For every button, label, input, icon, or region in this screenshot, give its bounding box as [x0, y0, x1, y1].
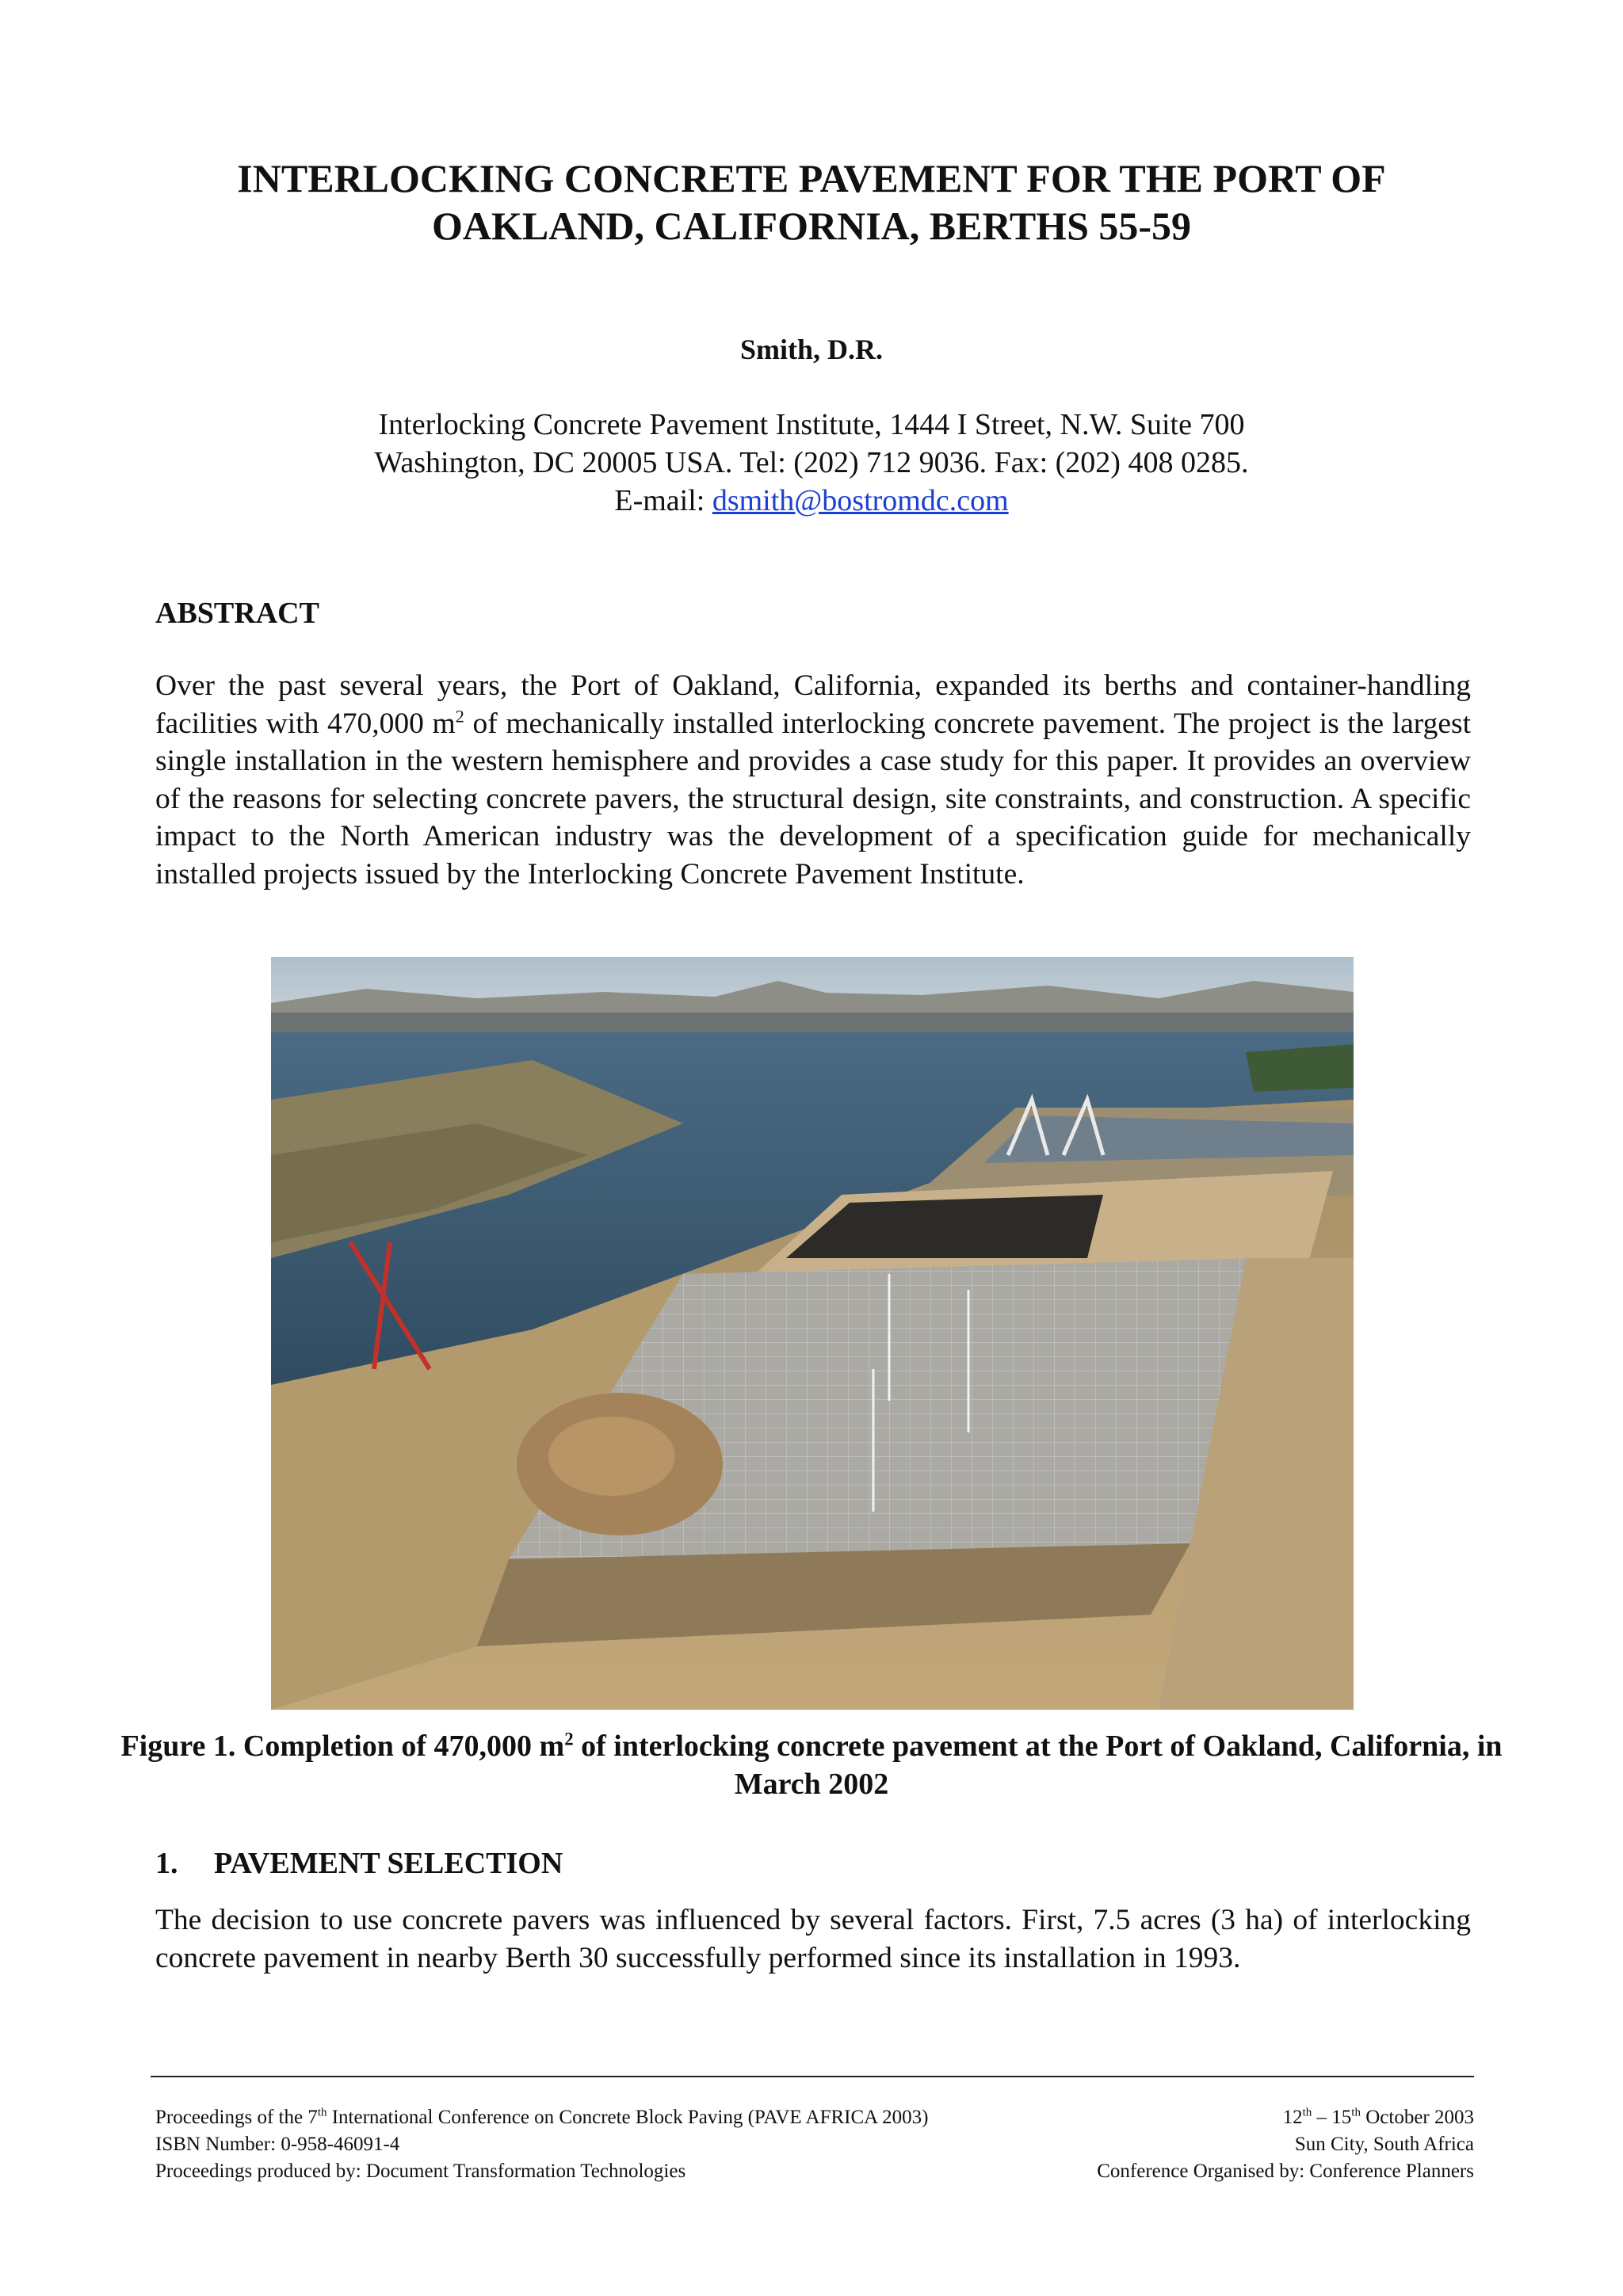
email-link[interactable]: dsmith@bostromdc.com — [712, 484, 1009, 517]
affiliation — [0, 406, 1623, 520]
footer-dates: 12th – 15th October 2003 — [1282, 2106, 1474, 2128]
footer-divider — [151, 2076, 1474, 2077]
affiliation-line-2: Washington, DC 20005 USA. Tel: (202) 712 9036. Fax: (202) 408 0285. — [374, 446, 1249, 479]
abstract-text: Over the past several years, the Port of Oakland, California, expanded its berths and container-handling facilities with 470,000 $m^2$ of mechanically installed interlocking concrete pavement. The project is the largest single installation in the western hemisphere and provides a case study for this paper. It provides an overview of the reasons for selecting concrete pavers, the structural design, site constraints, and construction. A specific impact to the North American industry was the development of a specification guide for mechanically installed projects issued by the Interlocking Concrete Pavement Institute. — [155, 669, 1471, 891]
footer-organiser: Conference Organised by: Conference Planners — [1097, 2161, 1474, 2182]
footer-proceedings: Proceedings of the 7th International Conference on Concrete Block Paving (PAVE AFRICA 2003) — [155, 2106, 929, 2128]
figure-caption: Figure 1. Completion of 470,000 $m^2$ of interlocking concrete pavement at the Port of Oakland, California, in March 2002 — [120, 1729, 1503, 1801]
section-number: 1. — [155, 1847, 178, 1880]
author: Smith, D.R. — [739, 334, 884, 365]
footer-isbn: ISBN Number: 0-958-46091-4 — [155, 2134, 400, 2155]
affiliation-email — [0, 482, 1623, 520]
paper-title — [119, 154, 1504, 250]
footer-location: Sun City, South Africa — [1294, 2134, 1474, 2155]
title-line-2: OAKLAND, CALIFORNIA, BERTHS 55-59 — [431, 204, 1192, 248]
footer-producer: Proceedings produced by: Document Transformation Technologies — [155, 2161, 686, 2182]
title-line-1: INTERLOCKING CONCRETE PAVEMENT FOR THE PORT OF — [237, 156, 1386, 200]
footer-left — [155, 2104, 1027, 2185]
section-title: PAVEMENT SELECTION — [214, 1847, 563, 1880]
section-1-text: The decision to use concrete pavers was influenced by several factors. First, 7.5 acres (3 ha) of interlocking concrete pavement in nearby Berth 30 successfully performed since its installation in 1993. — [155, 1904, 1471, 1974]
email-label: E-mail: — [614, 484, 712, 517]
aerial-port-photo — [271, 957, 1354, 1710]
section-1-heading — [155, 1846, 563, 1881]
abstract-heading: ABSTRACT — [155, 597, 319, 630]
footer-right — [919, 2104, 1474, 2185]
affiliation-line-1: Interlocking Concrete Pavement Institute, 1444 I Street, N.W. Suite 700 — [378, 408, 1245, 441]
